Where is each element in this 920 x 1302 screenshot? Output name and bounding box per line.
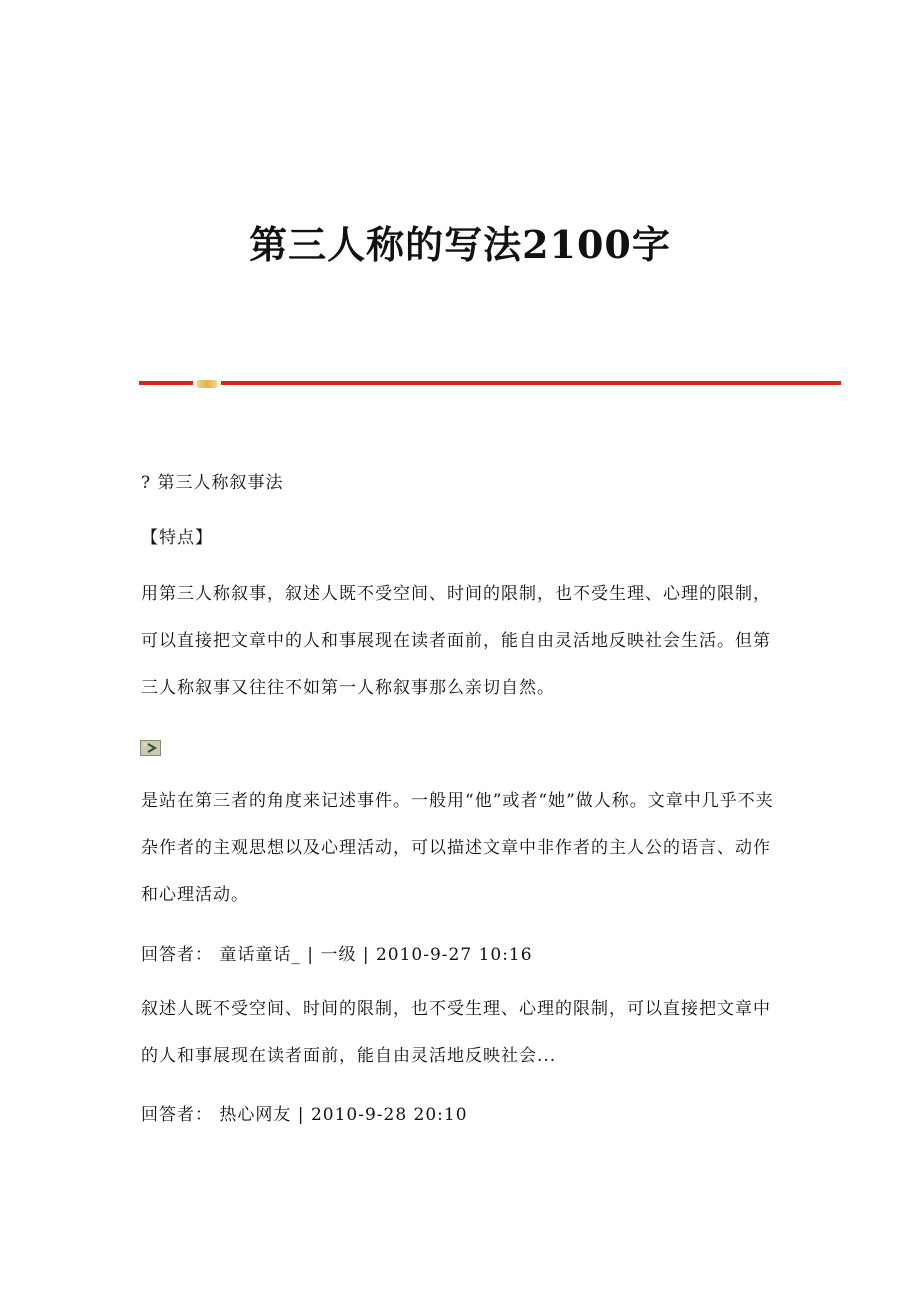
answer-meta-2: 回答者： 热心网友 | 2010-9-28 20:10: [141, 1105, 468, 1125]
document-title: 第三人称的写法2100字: [249, 222, 671, 267]
paragraph-characteristics: 用第三人称叙事，叙述人既不受空间、时间的限制，也不受生理、心理的限制，可以直接把文章中的人和事展现在读者面前，能自由灵活地反映社会生活。但第三人称叙事又往往不如第一人称叙事那么亲切自然。: [141, 584, 771, 698]
divider-left-segment: [139, 381, 193, 385]
title-divider: [139, 376, 841, 390]
divider-ornament: [197, 380, 217, 388]
paragraph-answer-excerpt: 叙述人既不受空间、时间的限制，也不受生理、心理的限制，可以直接把文章中的人和事展现在读者面前，能自由灵活地反映社会...: [141, 999, 771, 1066]
section-label: 【特点】: [141, 528, 213, 548]
paragraph-definition: 是站在第三者的角度来记述事件。一般用“他”或者“她”做人称。文章中几乎不夹杂作者的主观思想以及心理活动，可以描述文章中非作者的主人公的语言、动作和心理活动。: [141, 791, 774, 905]
section-heading: ? 第三人称叙事法: [141, 473, 284, 493]
broken-image-icon: [140, 740, 161, 756]
divider-right-segment: [221, 381, 841, 385]
answer-meta-1: 回答者： 童话童话_ | 一级 | 2010-9-27 10:16: [141, 945, 533, 965]
